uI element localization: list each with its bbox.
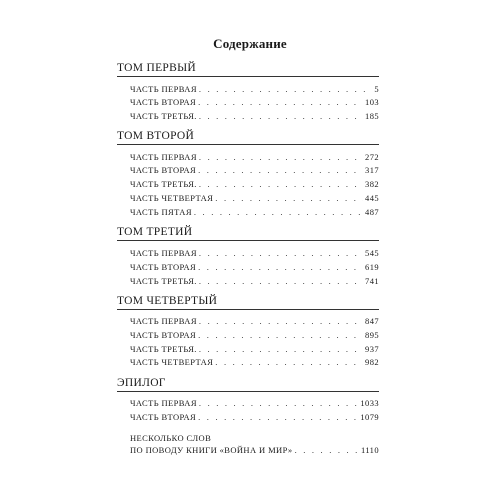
entry-label: ЧАСТЬ ПЕРВАЯ xyxy=(130,398,197,408)
entry-page: 1110 xyxy=(361,445,379,455)
toc-entry xyxy=(130,330,379,341)
entry-page: 982 xyxy=(365,357,379,367)
dot-leader xyxy=(199,152,363,163)
entry-label: ЧАСТЬ ТРЕТЬЯ. xyxy=(130,276,197,286)
entry-page: 847 xyxy=(365,316,379,326)
entry-page: 487 xyxy=(365,207,379,217)
afterword-title-line2: ПО ПОВОДУ КНИГИ «ВОЙНА И МИР» xyxy=(130,445,293,455)
volume-heading: ТОМ ВТОРОЙ xyxy=(117,130,379,145)
volume-heading: ТОМ ЧЕТВЕРТЫЙ xyxy=(117,295,379,310)
dot-leader xyxy=(198,97,363,108)
entry-label: ЧАСТЬ ПЯТАЯ xyxy=(130,207,192,217)
toc-entry xyxy=(130,97,379,108)
entry-page: 5 xyxy=(374,84,379,94)
dot-leader xyxy=(198,165,363,176)
entry-page: 272 xyxy=(365,152,379,162)
toc-entry xyxy=(130,165,379,176)
entry-label: ЧАСТЬ ТРЕТЬЯ. xyxy=(130,179,197,189)
toc-entry xyxy=(130,111,379,122)
entry-page: 103 xyxy=(365,97,379,107)
toc-entry xyxy=(130,344,379,355)
entry-page: 317 xyxy=(365,165,379,175)
dot-leader xyxy=(199,179,363,190)
entry-page: 937 xyxy=(365,344,379,354)
toc-entry xyxy=(130,316,379,327)
entry-label: ЧАСТЬ ПЕРВАЯ xyxy=(130,84,197,94)
entry-label: ЧАСТЬ ВТОРАЯ xyxy=(130,97,197,107)
entry-page: 382 xyxy=(365,179,379,189)
toc-entry xyxy=(130,262,379,273)
page-title: Содержание xyxy=(213,36,287,51)
entry-page: 185 xyxy=(365,111,379,121)
entry-label: ЧАСТЬ ПЕРВАЯ xyxy=(130,248,197,258)
entry-label: ЧАСТЬ ПЕРВАЯ xyxy=(130,316,197,326)
toc-entry xyxy=(130,412,379,423)
dot-leader xyxy=(199,84,372,95)
entry-label: ЧАСТЬ ВТОРАЯ xyxy=(130,330,197,340)
entry-label: ЧАСТЬ ВТОРАЯ xyxy=(130,262,197,272)
dot-leader xyxy=(199,111,363,122)
entry-page: 545 xyxy=(365,248,379,258)
entry-label: ЧАСТЬ ВТОРАЯ xyxy=(130,412,197,422)
dot-leader xyxy=(198,262,363,273)
dot-leader xyxy=(199,316,363,327)
entry-page: 619 xyxy=(365,262,379,272)
toc-entry xyxy=(130,276,379,287)
toc-entry xyxy=(130,248,379,259)
dot-leader xyxy=(198,412,358,423)
toc-entry xyxy=(130,152,379,163)
toc-entry xyxy=(130,84,379,95)
volume-heading: ТОМ ПЕРВЫЙ xyxy=(117,62,379,77)
entry-label: ЧАСТЬ ТРЕТЬЯ. xyxy=(130,111,197,121)
entry-page: 1079 xyxy=(360,412,379,422)
toc-entry xyxy=(130,357,379,368)
toc-entry xyxy=(130,398,379,409)
toc-entry xyxy=(130,207,379,218)
toc-entry-afterword xyxy=(130,445,379,456)
dot-leader xyxy=(194,207,363,218)
entry-page: 895 xyxy=(365,330,379,340)
entry-page: 445 xyxy=(365,193,379,203)
entry-label: ЧАСТЬ ТРЕТЬЯ. xyxy=(130,344,197,354)
toc-entry xyxy=(130,179,379,190)
dot-leader xyxy=(199,276,363,287)
volume-heading: ЭПИЛОГ xyxy=(117,377,379,392)
dot-leader xyxy=(199,344,363,355)
entry-label: ЧАСТЬ ЧЕТВЕРТАЯ xyxy=(130,193,214,203)
toc-entry xyxy=(130,193,379,204)
dot-leader xyxy=(295,445,359,456)
entry-label: ЧАСТЬ ЧЕТВЕРТАЯ xyxy=(130,357,214,367)
volume-heading: ТОМ ТРЕТИЙ xyxy=(117,226,379,241)
dot-leader xyxy=(215,357,363,368)
entry-page: 741 xyxy=(365,276,379,286)
dot-leader xyxy=(215,193,363,204)
entry-label: ЧАСТЬ ПЕРВАЯ xyxy=(130,152,197,162)
entry-page: 1033 xyxy=(360,398,379,408)
entry-label: ЧАСТЬ ВТОРАЯ xyxy=(130,165,197,175)
dot-leader xyxy=(199,248,363,259)
dot-leader xyxy=(198,330,363,341)
dot-leader xyxy=(199,398,358,409)
afterword-title-line1: НЕСКОЛЬКО СЛОВ xyxy=(130,433,212,443)
